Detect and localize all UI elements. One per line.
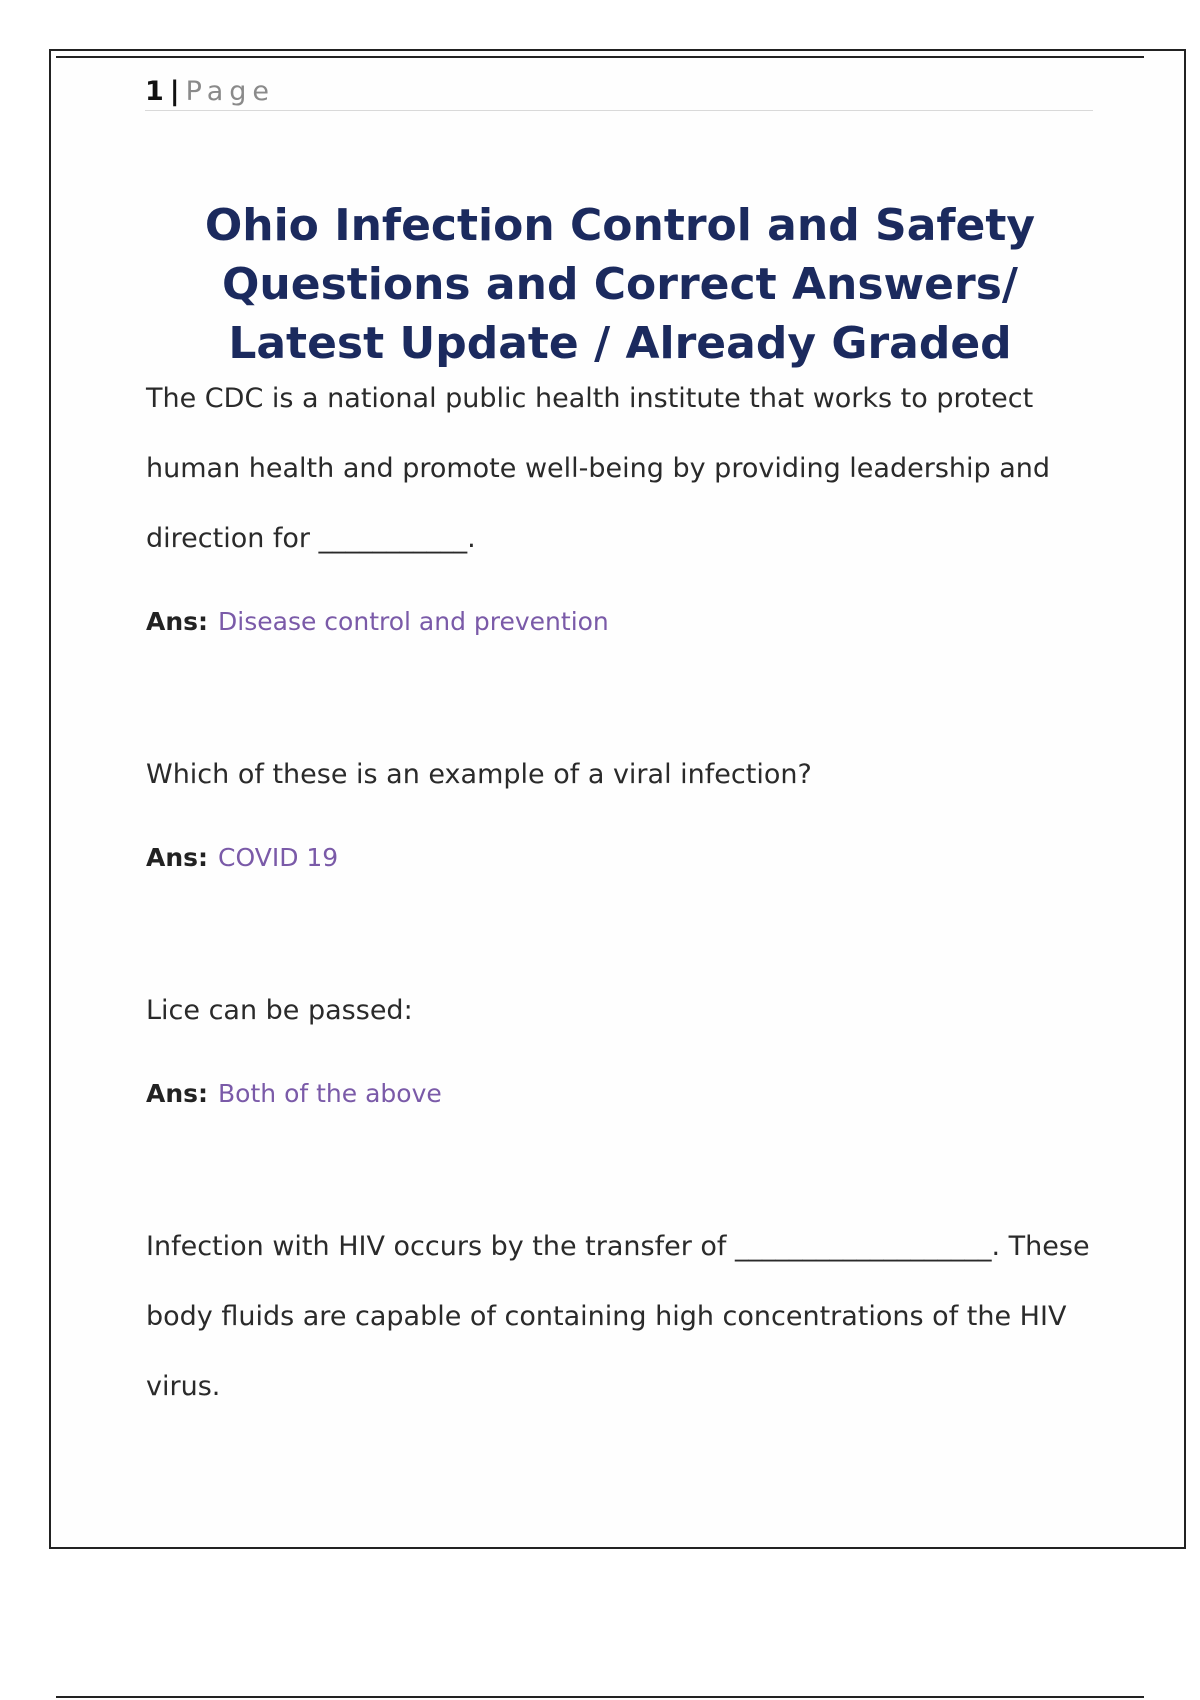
question-2: Which of these is an example of a viral infection? (146, 759, 812, 790)
top-rule (56, 56, 1144, 58)
question-3: Lice can be passed: (146, 995, 413, 1026)
page-label: Page (185, 76, 276, 107)
page-header (145, 74, 1093, 111)
answer-2 (146, 838, 1096, 878)
question-list (146, 364, 1096, 1422)
bottom-rule (56, 1696, 1144, 1698)
answer-text: Disease control and prevention (218, 607, 609, 636)
page-number: 1 (145, 76, 164, 107)
document-title: Ohio Infection Control and Safety Questions and Correct Answers/ Latest Update / Already Graded (204, 200, 1036, 369)
question-1: The CDC is a national public health institute that works to protect human health and promote well-being by providing leadership and direction for ___________. (146, 383, 1051, 554)
question-4: Infection with HIV occurs by the transfer of ___________________. These body fluids are capable of containing high concentrations of the HIV virus. (146, 1231, 1090, 1402)
answer-3 (146, 1074, 1096, 1114)
answer-text: COVID 19 (218, 843, 339, 872)
answer-label: Ans: (146, 607, 209, 636)
answer-label: Ans: (146, 1079, 209, 1108)
answer-text: Both of the above (218, 1079, 442, 1108)
answer-label: Ans: (146, 843, 209, 872)
page-separator: | (169, 76, 180, 107)
answer-1 (146, 602, 1096, 642)
